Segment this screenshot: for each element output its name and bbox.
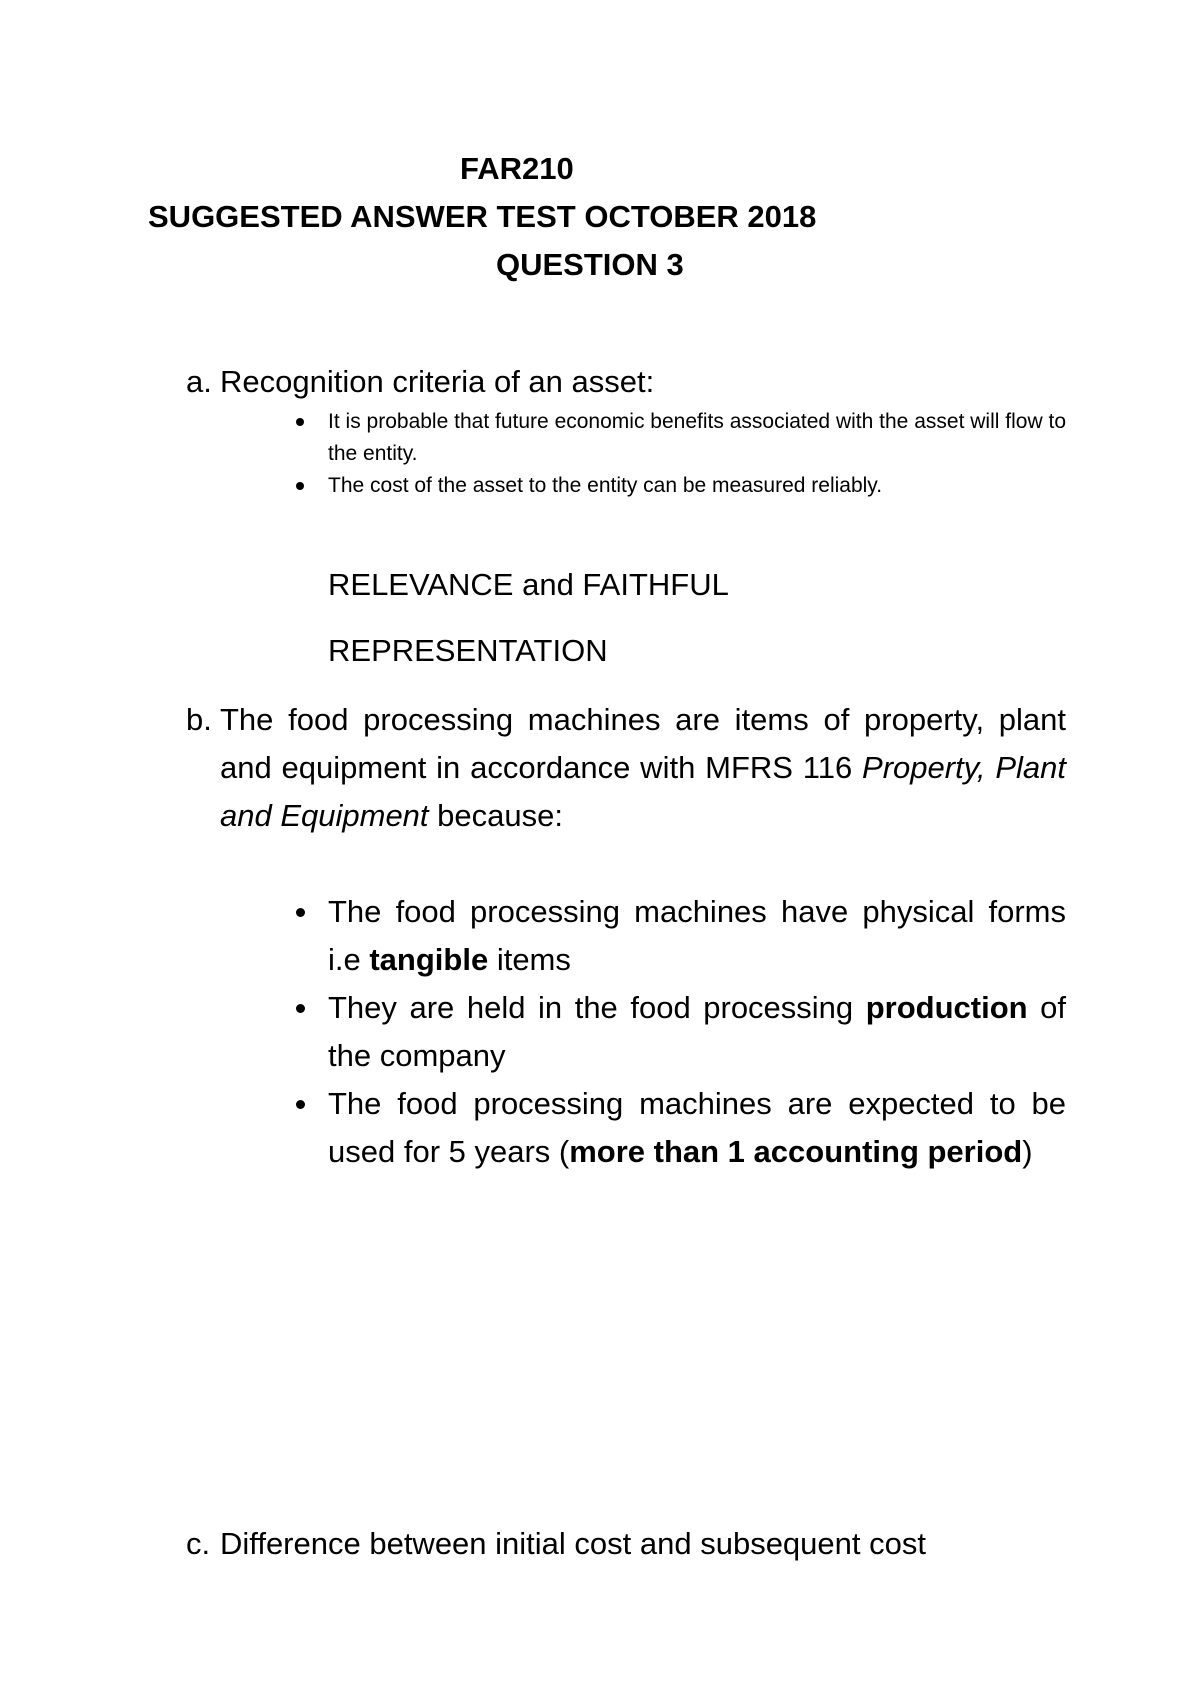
reason-text: They are held in the food processing production of the company	[328, 990, 1067, 1073]
document-heading: SUGGESTED ANSWER TEST OCTOBER 2018	[148, 199, 817, 234]
part-c-title: Difference between initial cost and subsequent cost	[220, 1526, 926, 1561]
part-b-intro: The food processing machines are items of property, plant and equipment in accordance with MFRS 116 Property, Plant and Equipment because:	[220, 702, 1066, 833]
list-item	[290, 470, 1066, 502]
bullet-icon	[296, 418, 304, 426]
part-b-heading	[186, 696, 1066, 840]
part-c-heading	[186, 1520, 1066, 1568]
course-code: FAR210	[460, 151, 574, 186]
bullet-icon	[296, 908, 305, 917]
part-a-heading	[186, 358, 1066, 406]
part-a-label: a.	[186, 364, 212, 399]
note-line: REPRESENTATION	[328, 633, 608, 668]
part-a-title: Recognition criteria of an asset:	[220, 364, 655, 399]
bullet-icon	[296, 1100, 305, 1109]
part-b-label: b.	[186, 702, 212, 737]
part-c-label: c.	[186, 1526, 211, 1561]
ppe-reasons-list	[290, 888, 1066, 1176]
bullet-icon	[296, 482, 304, 490]
standard-title: Property, Plant and Equipment	[220, 750, 1066, 833]
criterion-text: It is probable that future economic benefits associated with the asset will flow to the entity.	[328, 410, 1066, 465]
recognition-criteria-list	[290, 406, 1066, 502]
criterion-text: The cost of the asset to the entity can be measured reliably.	[328, 474, 883, 497]
list-item	[290, 984, 1066, 1080]
bullet-icon	[296, 1004, 305, 1013]
note-line: RELEVANCE and FAITHFUL	[328, 567, 729, 602]
reason-text: The food processing machines are expected to be used for 5 years (more than 1 accounting period)	[328, 1086, 1066, 1169]
list-item	[290, 888, 1066, 984]
list-item	[290, 1080, 1066, 1176]
question-number: QUESTION 3	[496, 247, 684, 282]
reason-text: The food processing machines have physical forms i.e tangible items	[328, 894, 1066, 977]
qualitative-characteristics-note	[328, 552, 928, 684]
list-item	[290, 406, 1066, 470]
